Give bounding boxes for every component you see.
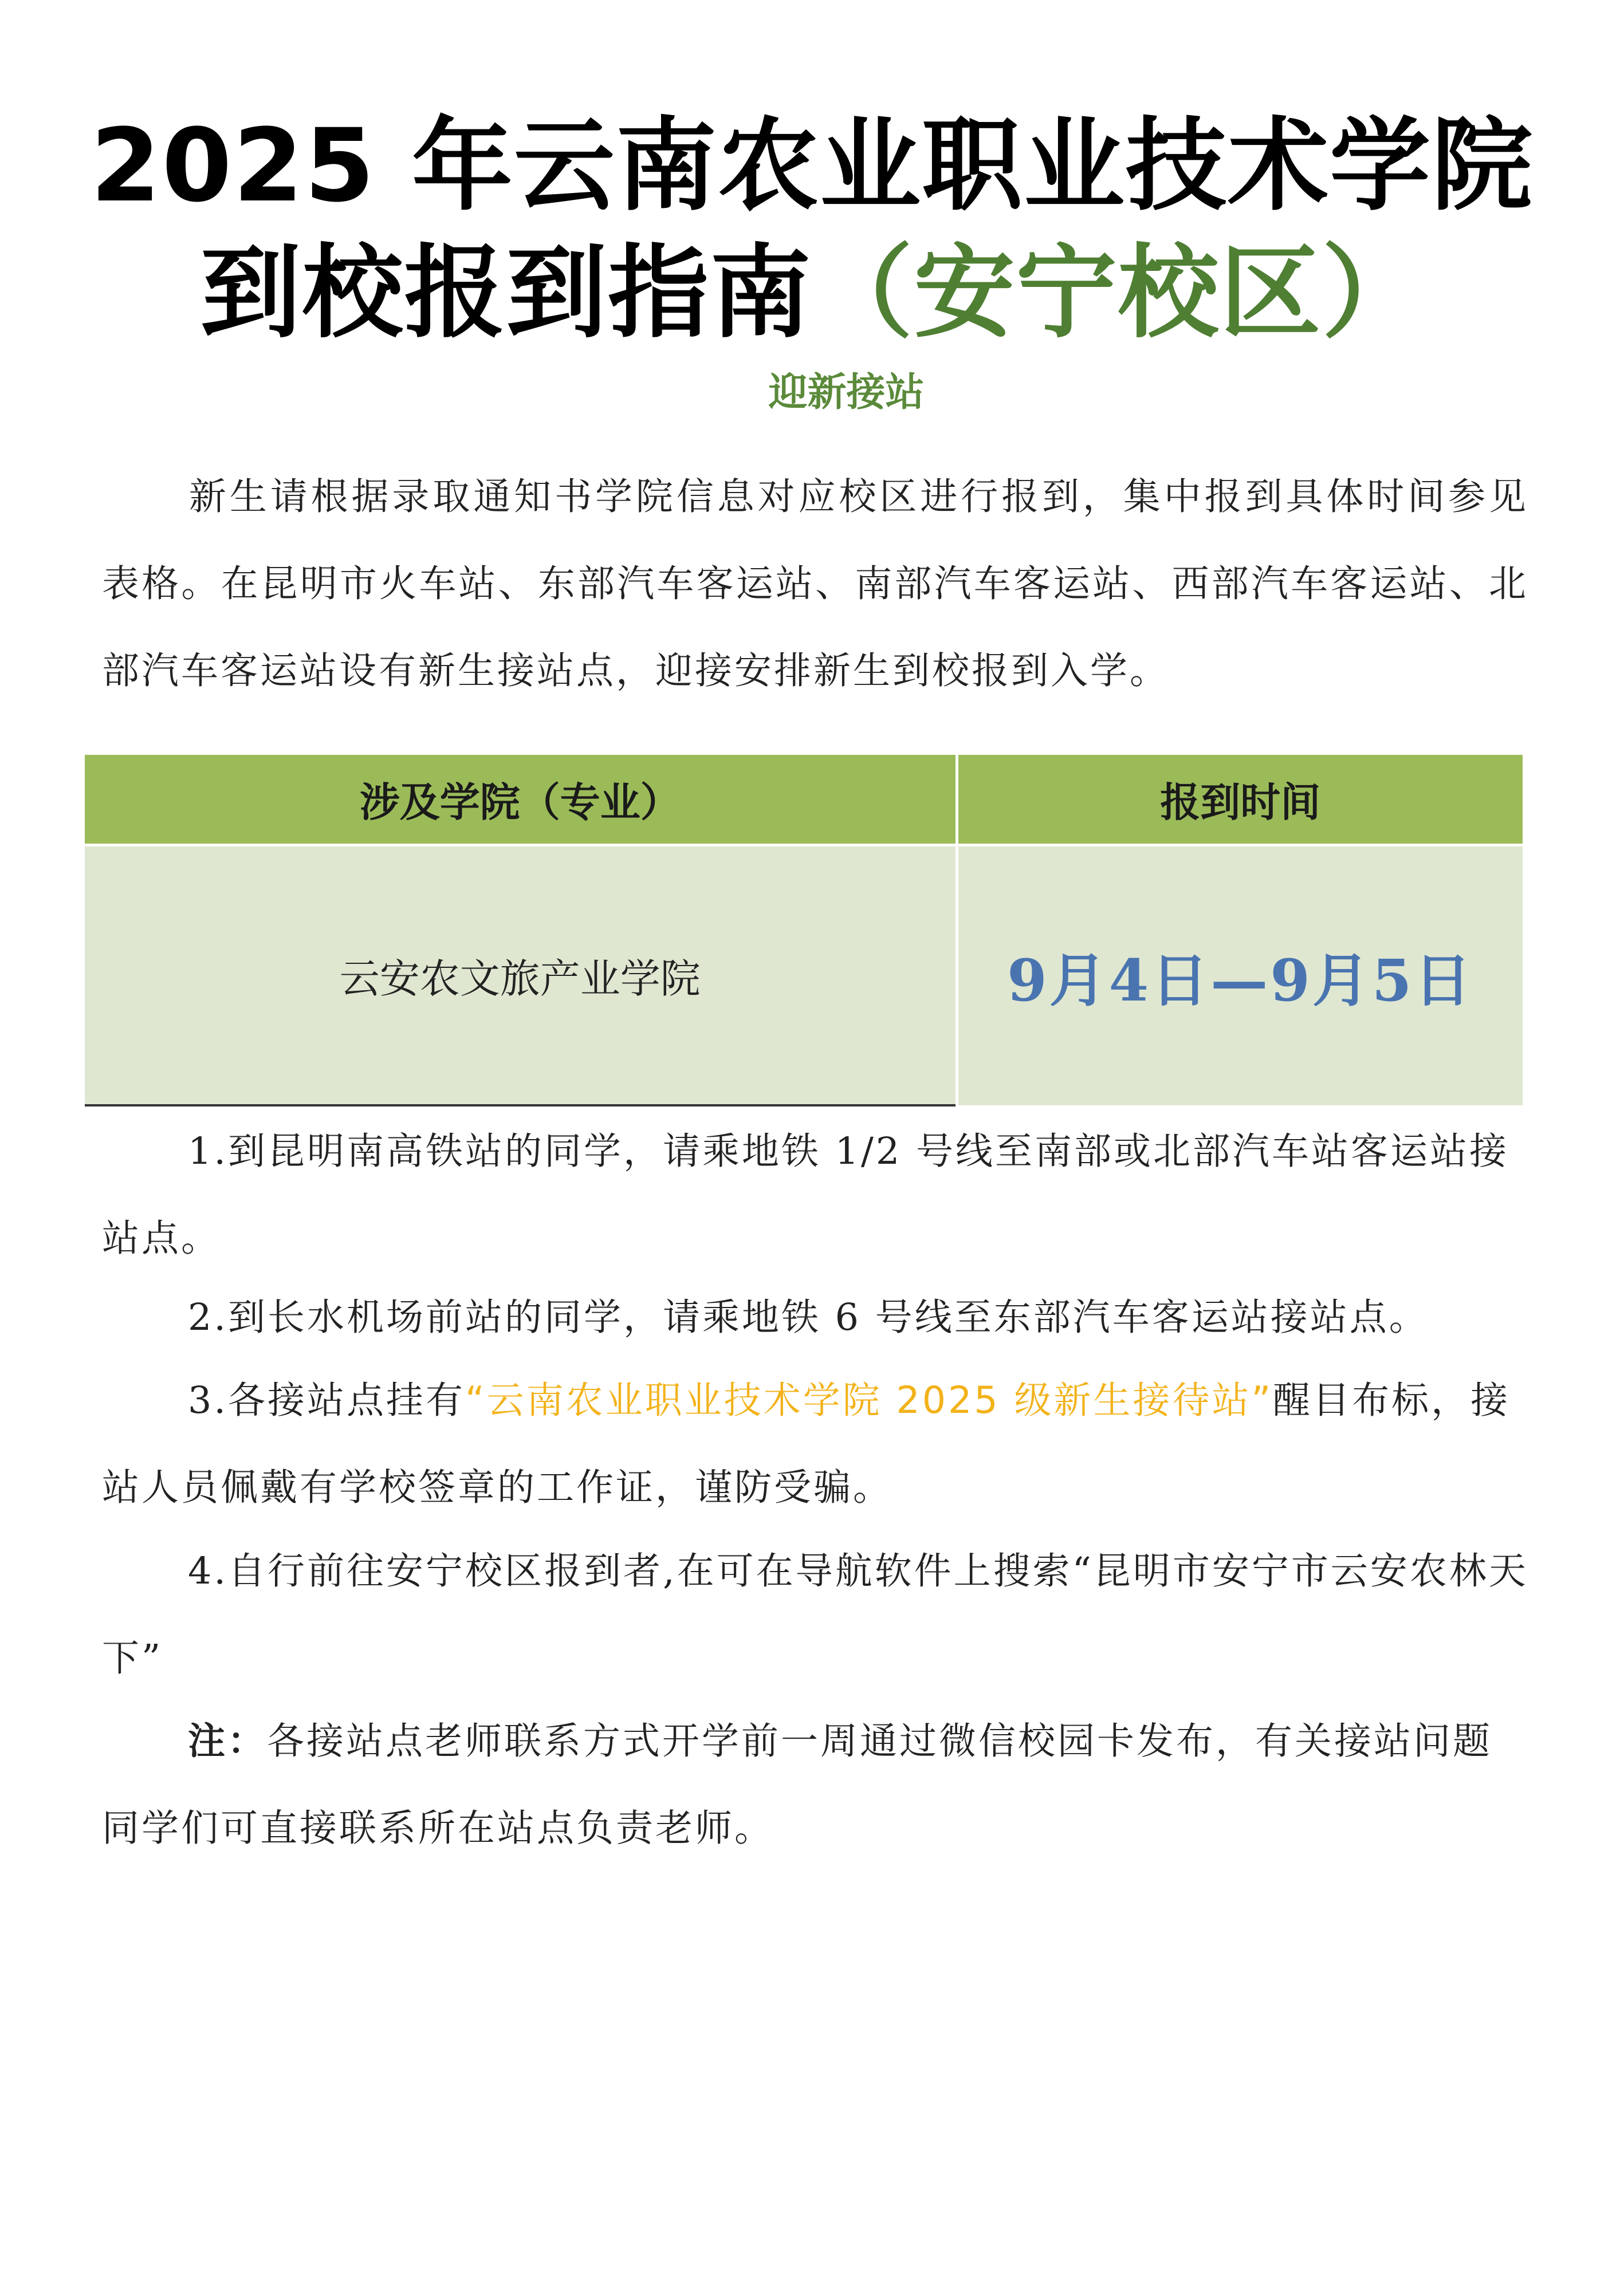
item-2-text: 2.到长水机场前站的同学，请乘地铁 6 号线至东部汽车客运站接站点。 (188, 1296, 1429, 1339)
section-subtitle: 迎新接站 (768, 369, 925, 415)
item-1 (102, 1108, 1528, 1282)
note-text: 各接站点老师联系方式开学前一周通过微信校园卡发布，有关接站问题同学们可直接联系所在站点负责老师。 (102, 1720, 1493, 1850)
table-row (85, 845, 1523, 1106)
item-3-prefix: 3.各接站点挂有 (188, 1379, 466, 1422)
table-header-row (85, 755, 1523, 845)
registration-table (85, 755, 1523, 1106)
item-1-text: 1.到昆明南高铁站的同学，请乘地铁 1/2 号线至南部或北部汽车站客运站接站点。 (102, 1130, 1509, 1260)
intro-paragraph (102, 454, 1528, 715)
item-2 (102, 1274, 1528, 1361)
note-label: 注： (188, 1720, 268, 1763)
header-college: 涉及学院（专业） (85, 755, 957, 845)
item-4 (102, 1528, 1528, 1702)
cell-college: 云安农文旅产业学院 (85, 845, 957, 1106)
header-date: 报到时间 (957, 755, 1523, 845)
item-3-suffix: 醒目布标，接站人员佩戴有学校签章的工作证，谨防受骗。 (102, 1379, 1511, 1509)
title-line-1: 2025 年云南农业职业技术学院 (90, 107, 1534, 225)
title-line-2 (0, 236, 1624, 350)
cell-date: 9月4日—9月5日 (957, 845, 1523, 1106)
item-3-highlight: “云南农业职业技术学院 2025 级新生接待站” (465, 1379, 1273, 1422)
title-main: 到校报到指南 (200, 234, 812, 352)
title-campus: （安宁校区） (812, 234, 1424, 352)
note (102, 1698, 1528, 1872)
intro-text: 新生请根据录取通知书学院信息对应校区进行报到，集中报到具体时间参见表格。在昆明市火车站、东部汽车客运站、南部汽车客运站、西部汽车客运站、北部汽车客运站设有新生接站点，迎接安排新生到校报到入学。 (102, 475, 1528, 692)
item-4-text: 4.自行前往安宁校区报到者,在可在导航软件上搜索“昆明市安宁市云安农林天下” (102, 1550, 1528, 1680)
item-3 (102, 1357, 1528, 1531)
